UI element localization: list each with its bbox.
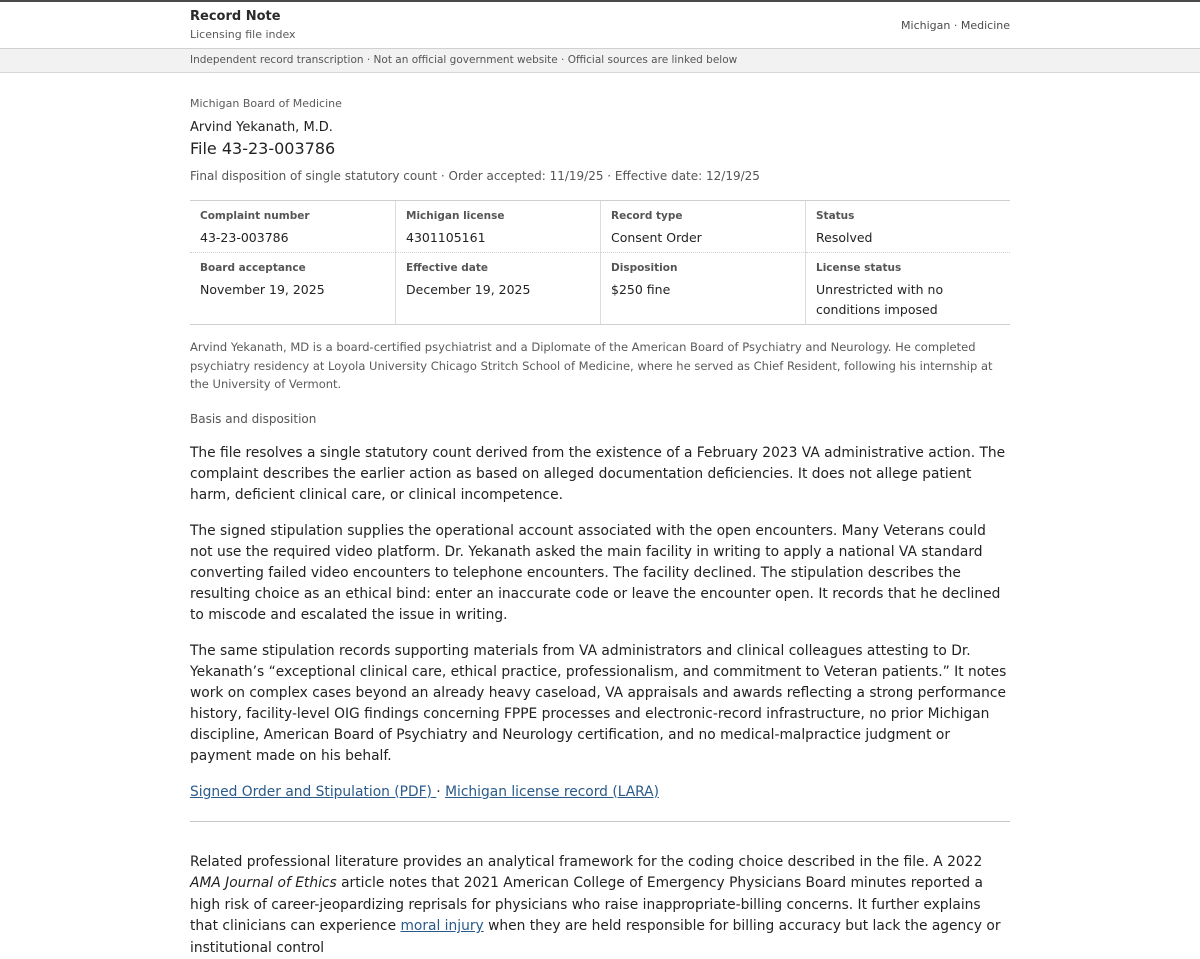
- link-separator: ·: [436, 784, 440, 800]
- site-header: [0, 0, 1200, 49]
- fact-michigan-license: [396, 201, 601, 253]
- stipulation-paragraph: The signed stipulation supplies the operational account associated with the open encounters. Many Veterans could not use the required video platform. Dr. Yekanath asked the main facility in writing to apply a national VA standard converting failed video encounters to telephone encounters. The facility declined. The stipulation describes the resulting choice as an ethical bind: enter an inaccurate code or leave the encounter open. It records that he declined to miscode and escalated the issue in writing.: [190, 521, 1010, 626]
- fact-label: Status: [816, 209, 1000, 223]
- fact-label: Complaint number: [200, 209, 385, 223]
- literature-text: when they are held responsible for billing accuracy but lack the agency or institutional control: [190, 918, 1001, 956]
- section-heading: Basis and disposition: [190, 411, 1010, 427]
- fact-effective-date: [396, 253, 601, 324]
- file-number: File 43-23-003786: [190, 138, 1010, 160]
- fact-value: Unrestricted with no conditions imposed: [816, 280, 1000, 320]
- fact-status: [806, 201, 1010, 253]
- fact-value: $250 fine: [611, 280, 795, 300]
- fact-value: Resolved: [816, 228, 1000, 248]
- fact-complaint-number: [190, 201, 396, 253]
- journal-title: AMA Journal of Ethics: [190, 875, 337, 891]
- literature-paragraph: [190, 852, 1010, 959]
- lara-record-link[interactable]: Michigan license record (LARA): [445, 784, 659, 800]
- fact-value: Consent Order: [611, 228, 795, 248]
- site-subtitle: Licensing file index: [190, 28, 296, 42]
- order-pdf-link[interactable]: Signed Order and Stipulation (PDF): [190, 784, 436, 800]
- fact-record-type: [601, 201, 806, 253]
- fact-value: 4301105161: [406, 228, 590, 248]
- fact-value: 43-23-003786: [200, 228, 385, 248]
- fact-label: Record type: [611, 209, 795, 223]
- fact-label: Effective date: [406, 261, 590, 275]
- fact-label: Disposition: [611, 261, 795, 275]
- moral-injury-link[interactable]: moral injury: [400, 918, 483, 934]
- record-summary: Final disposition of single statutory count · Order accepted: 11/19/25 · Effective date: 12/19/25: [190, 168, 1010, 185]
- fact-disposition: [601, 253, 806, 324]
- brand[interactable]: [190, 9, 296, 42]
- fact-license-status: [806, 253, 1010, 324]
- fact-value: December 19, 2025: [406, 280, 590, 300]
- support-paragraph: The same stipulation records supporting materials from VA administrators and clinical colleagues attesting to Dr. Yekanath’s “exceptional clinical care, ethical practice, professionalism, and commitment to Veteran patients.” It notes work on complex cases beyond an already heavy caseload, VA appraisals and awards reflecting a strong performance history, facility-level OIG findings concerning FPPE processes and electronic-record infrastructure, no prior Michigan discipline, American Board of Psychiatry and Neurology certification, and no medical-malpractice judgment or payment made on his behalf.: [190, 641, 1010, 767]
- source-links: [190, 782, 1010, 802]
- facts-table: [190, 200, 1010, 325]
- disclaimer-banner: Independent record transcription · Not an official government website · Official sources are linked below: [0, 49, 1200, 73]
- physician-bio: Arvind Yekanath, MD is a board-certified psychiatrist and a Diplomate of the American Board of Psychiatry and Neurology. He completed psychiatry residency at Loyola University Chicago Stritch School of Medicine, where he served as Chief Resident, following his internship at the University of Vermont.: [190, 338, 1010, 394]
- literature-text: Related professional literature provides an analytical framework for the coding choice described in the file. A 2022: [190, 854, 982, 870]
- basis-paragraph: The file resolves a single statutory count derived from the existence of a February 2023 VA administrative action. The complaint describes the earlier action as based on alleged documentation deficiencies. It does not allege patient harm, deficient clinical care, or clinical incompetence.: [190, 443, 1010, 506]
- physician-name: Arvind Yekanath, M.D.: [190, 119, 1010, 137]
- divider: [190, 821, 1010, 822]
- fact-label: License status: [816, 261, 1000, 275]
- fact-label: Michigan license: [406, 209, 590, 223]
- fact-label: Board acceptance: [200, 261, 385, 275]
- site-title[interactable]: Record Note: [190, 9, 296, 25]
- fact-board-acceptance: [190, 253, 396, 324]
- record-content: [190, 73, 1010, 959]
- agency-name: Michigan Board of Medicine: [190, 97, 1010, 111]
- jurisdiction-label: Michigan · Medicine: [901, 19, 1010, 32]
- literature-text: article notes that 2021 American College of Emergency Physicians Board minutes reported a high risk of career-jeopardizing reprisals for physicians who raise inappropriate-billing concerns. It further explains that clinicians can experience: [190, 875, 983, 934]
- fact-value: November 19, 2025: [200, 280, 385, 300]
